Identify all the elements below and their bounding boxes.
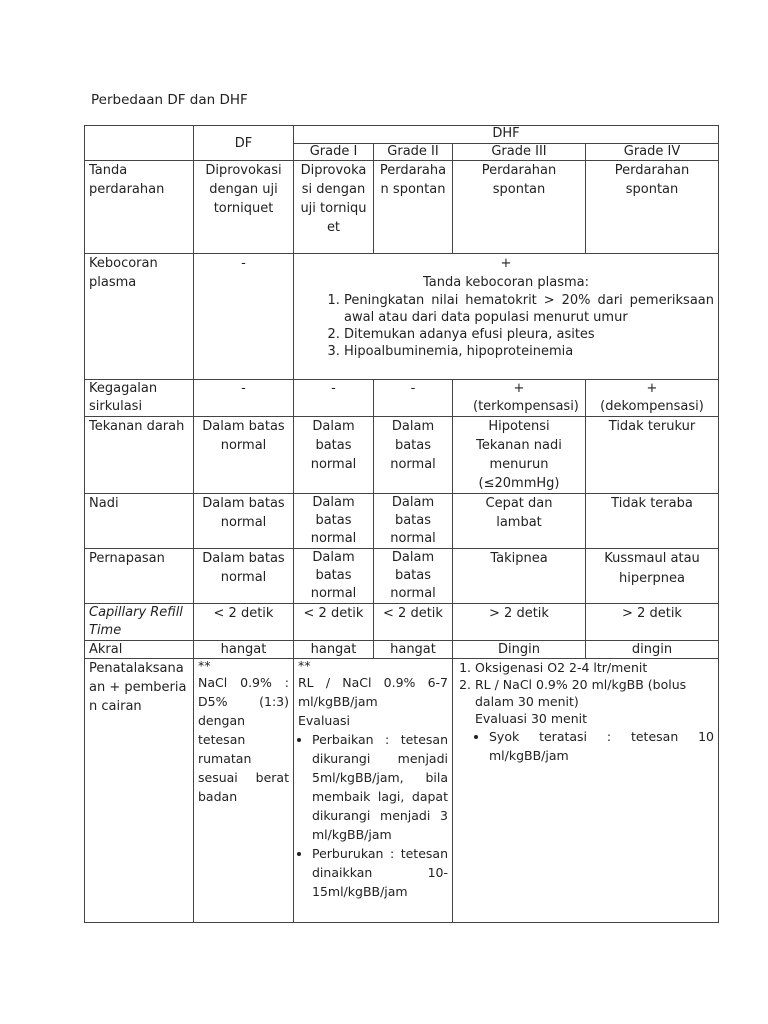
row-label: Tanda perdarahan — [85, 161, 194, 254]
row-label: Capillary Refill Time — [85, 604, 194, 641]
table-row-tekanan-darah — [85, 417, 719, 494]
cell-df: hangat — [194, 641, 294, 659]
cell-grade-1: Dalam batas normal — [294, 549, 374, 604]
cell-grade-2: Dalam batas normal — [374, 417, 453, 494]
cell-df — [194, 659, 294, 923]
cell-grade-3: + (terkompensasi) — [453, 380, 586, 417]
cell-grade-2: - — [374, 380, 453, 417]
cell-grade-4: Tidak terukur — [586, 417, 719, 494]
table-row-kebocoran-plasma — [85, 254, 719, 380]
cell-grade-4: Tidak teraba — [586, 494, 719, 549]
row-label: Nadi — [85, 494, 194, 549]
cell-grade-4: > 2 detik — [586, 604, 719, 641]
cell-grade-1: Dalam batas normal — [294, 494, 374, 549]
g34-list — [457, 659, 714, 710]
row-label: Kebocoran plasma — [85, 254, 194, 380]
row-label: Tekanan darah — [85, 417, 194, 494]
row-label: Pernapasan — [85, 549, 194, 604]
header-dhf: DHF — [294, 126, 719, 144]
df-text: NaCl 0.9% : D5% (1:3) dengan tetesan rumatan sesuai berat badan — [198, 675, 289, 804]
cell-grade-1: hangat — [294, 641, 374, 659]
plasma-heading: Tanda kebocoran plasma: — [423, 275, 590, 290]
cell-grade-3: Perdarahan spontan — [453, 161, 586, 254]
table-row-capillary-refill — [85, 604, 719, 641]
cell-grade-3: Dingin — [453, 641, 586, 659]
plasma-plus: + — [500, 256, 512, 271]
header-df: DF — [194, 126, 294, 161]
list-item: • Syok teratasi : tetesan 10 ml/kgBB/jam — [489, 727, 714, 765]
cell-df: - — [194, 254, 294, 380]
cell-grade-4: Kussmaul atau hiperpnea — [586, 549, 719, 604]
list-item: • Perbaikan : tetesan dikurangi menjadi 5ml/kgBB/jam, bila membaik lagi, dapat dikurangi menjadi 3 ml/kgBB/jam — [312, 730, 448, 844]
g34-eval: Evaluasi 30 menit — [475, 711, 588, 726]
g12-marker: ** — [298, 658, 311, 673]
header-grade-4: Grade IV — [586, 144, 719, 161]
header-empty-cell — [85, 126, 194, 161]
cell-grade-3: Hipotensi Tekanan nadi menurun (≤20mmHg) — [453, 417, 586, 494]
cell-grade-2: hangat — [374, 641, 453, 659]
cell-grade-2: Dalam batas normal — [374, 549, 453, 604]
cell-df: Diprovokasi dengan uji torniquet — [194, 161, 294, 254]
table-row-pernapasan — [85, 549, 719, 604]
g12-text: RL / NaCl 0.9% 6-7 ml/kgBB/jam — [298, 675, 448, 709]
cell-grade-3: Cepat dan lambat — [453, 494, 586, 549]
table-row-penatalaksanaan — [85, 659, 719, 923]
list-item: 1. Peningkatan nilai hematokrit > 20% dari pemeriksaan awal atau dari data populasi menurut umur — [344, 292, 714, 326]
header-grade-3: Grade III — [453, 144, 586, 161]
cell-df: Dalam batas normal — [194, 417, 294, 494]
header-grade-1: Grade I — [294, 144, 374, 161]
cell-grade-2: < 2 detik — [374, 604, 453, 641]
df-marker: ** — [198, 658, 211, 673]
cell-grade-1: Diprovokasi dengan uji torniquet — [294, 161, 374, 254]
table-row-akral — [85, 641, 719, 659]
plasma-list — [298, 292, 714, 360]
cell-grade-4: dingin — [586, 641, 719, 659]
g12-eval: Evaluasi — [298, 713, 350, 728]
cell-df: Dalam batas normal — [194, 494, 294, 549]
row-label: Kegagalan sirkulasi — [85, 380, 194, 417]
table-row-nadi — [85, 494, 719, 549]
header-grade-2: Grade II — [374, 144, 453, 161]
cell-grade-4: + (dekompensasi) — [586, 380, 719, 417]
table-row-kegagalan-sirkulasi — [85, 380, 719, 417]
cell-grade-1: Dalam batas normal — [294, 417, 374, 494]
cell-grade-4: Perdarahan spontan — [586, 161, 719, 254]
cell-dhf-merged — [294, 254, 719, 380]
page-title: Perbedaan DF dan DHF — [91, 92, 248, 108]
cell-df: Dalam batas normal — [194, 549, 294, 604]
cell-grade-1: < 2 detik — [294, 604, 374, 641]
g12-bullets — [298, 730, 448, 901]
g34-bullets — [457, 727, 714, 765]
cell-df: < 2 detik — [194, 604, 294, 641]
list-item: 1. Oksigenasi O2 2-4 ltr/menit — [475, 659, 714, 676]
cell-grade-1-2 — [294, 659, 453, 923]
cell-grade-3-4 — [453, 659, 719, 923]
cell-grade-3: > 2 detik — [453, 604, 586, 641]
cell-grade-2: Perdarahan spontan — [374, 161, 453, 254]
list-item: 3. Hipoalbuminemia, hipoproteinemia — [344, 343, 714, 360]
list-item: • Perburukan : tetesan dinaikkan 10-15ml/kgBB/jam — [312, 844, 448, 901]
cell-df: - — [194, 380, 294, 417]
comparison-table — [84, 125, 719, 923]
row-label-text: Penatalaksanaan + pemberian cairan — [89, 661, 187, 714]
cell-grade-3: Takipnea — [453, 549, 586, 604]
row-label: Akral — [85, 641, 194, 659]
list-item: 2. Ditemukan adanya efusi pleura, asites — [344, 326, 714, 343]
table-row-tanda-perdarahan — [85, 161, 719, 254]
row-label — [85, 659, 194, 923]
header-row — [85, 126, 719, 144]
cell-grade-2: Dalam batas normal — [374, 494, 453, 549]
list-item: 2. RL / NaCl 0.9% 20 ml/kgBB (bolus dalam 30 menit) — [475, 676, 714, 710]
cell-grade-1: - — [294, 380, 374, 417]
